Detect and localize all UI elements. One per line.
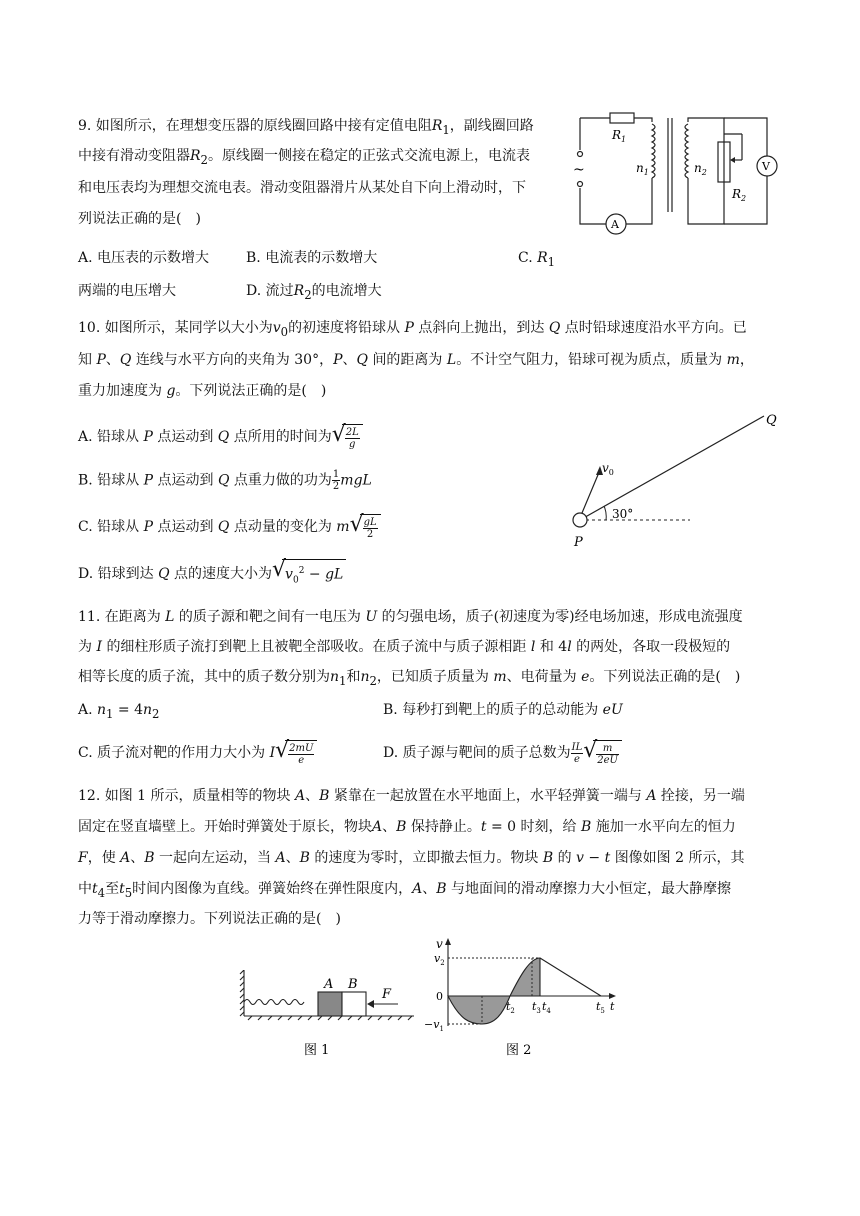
q10-line-3: 重力加速度为 g。下列说法正确的是( ) xyxy=(78,383,327,399)
q9-label-n2: $n_2$ xyxy=(694,161,707,177)
point-q-label: Q xyxy=(766,413,777,428)
q10-option-a: A. 铅球从 P 点运动到 Q 点所用的时间为 √ $\frac{2L}{g}$ xyxy=(78,424,363,450)
q9-option-a: A. 电压表的示数增大 xyxy=(78,250,210,266)
q12-line-5: 力等于滑动摩擦力。下列说法正确的是( ) xyxy=(78,911,341,927)
q9-option-b: B. 电流表的示数增大 xyxy=(246,250,378,266)
q10-option-c: C. 铅球从 P 点运动到 Q 点动量的变化为 m √ $\frac{gL}{2}$ xyxy=(78,514,381,540)
q11-line-3: 相等长度的质子流，其中的质子数分别为$n_1$和$n_2$，已知质子质量为 m、电荷量为 e。下列说法正确的是( ) xyxy=(78,669,741,688)
point-p-label: P xyxy=(574,535,583,550)
q12-figure-1-spring-blocks xyxy=(238,970,418,1060)
t2-label: $t_2$ xyxy=(506,1000,515,1015)
ac-source-symbol: ~ xyxy=(573,162,585,178)
angle-label: 30° xyxy=(612,507,634,521)
force-f-label: F xyxy=(382,987,392,1002)
q9-option-c-cont: 两端的电压增大 xyxy=(78,283,176,299)
q9-label-n1: $n_1$ xyxy=(636,161,649,177)
q11-option-b: B. 每秒打到靶上的质子的总动能为 eU xyxy=(383,702,623,718)
q9-line-4: 列说法正确的是( ) xyxy=(78,211,201,227)
q10-line-2: 知 P、Q 连线与水平方向的夹角为 30°，P、Q 间的距离为 L。不计空气阻力，铅球可视为质点，质量为 m， xyxy=(78,352,754,368)
q12-line-3: F，使 A、B 一起向左运动，当 A、B 的速度为零时，立即撤去恒力。物块 B 的 v − t 图像如图 2 所示，其 xyxy=(78,850,745,866)
figure-1-caption: 图 1 xyxy=(304,1043,330,1058)
v2-label: $v_2$ xyxy=(434,952,445,967)
axis-v-label: v xyxy=(436,937,443,951)
voltmeter-label: V xyxy=(762,160,770,173)
neg-v1-label: $-v_1$ xyxy=(424,1018,444,1033)
q12-line-4: 中$t_4$至$t_5$时间内图像为直线。弹簧始终在弹性限度内，A、B 与地面间的滑动摩擦力大小恒定，最大静摩擦 xyxy=(78,881,731,900)
q10-option-d: D. 铅球到达 Q 点的速度大小为 √ $v_0^2$ − gL xyxy=(78,559,346,589)
q9-line-1: 9. 如图所示，在理想变压器的原线圈回路中接有定值电阻$R_1$，副线圈回路 xyxy=(78,118,534,137)
origin-label: 0 xyxy=(436,990,443,1003)
q11-line-1: 11. 在距离为 L 的质子源和靶之间有一电压为 U 的匀强电场，质子(初速度为零)经电场加速，形成电流强度 xyxy=(78,609,743,625)
q9-line-2: 中接有滑动变阻器$R_2$。原线圈一侧接在稳定的正弦式交流电源上，电流表 xyxy=(78,148,530,167)
q9-label-r1: $R_1$ xyxy=(612,128,627,144)
t4-label: $t_4$ xyxy=(542,1000,551,1015)
q11-option-a: A. $n_1 = 4n_2$ xyxy=(78,702,160,721)
block-b-label: B xyxy=(348,977,358,992)
q9-option-d: D. 流过$R_2$的电流增大 xyxy=(246,283,382,302)
q12-figure-2-vt-graph xyxy=(420,936,620,1060)
axis-t-label: t xyxy=(610,1000,615,1013)
q9-label-r2: $R_2$ xyxy=(732,187,747,203)
v0-label: $v_0$ xyxy=(602,461,614,477)
q9-option-c: C. $R_1$ xyxy=(518,250,556,269)
q11-line-2: 为 I 的细柱形质子流打到靶上且被靶全部吸收。在质子流中与质子源相距 l 和 4l 的两处，各取一段极短的 xyxy=(78,639,731,655)
q10-line-1: 10. 如图所示，某同学以大小为$v_0$的初速度将铅球从 P 点斜向上抛出，到达 Q 点时铅球速度沿水平方向。已 xyxy=(78,320,747,339)
q11-option-c: C. 质子流对靶的作用力大小为 I √ $\frac{2mU}{e}$ xyxy=(78,740,317,766)
q12-line-1: 12. 如图 1 所示，质量相等的物块 A、B 紧靠在一起放置在水平地面上，水平轻弹簧一端与 A 拴接，另一端 xyxy=(78,788,745,804)
q10-option-b: B. 铅球从 P 点运动到 Q 点重力做的功为 $\frac{1}{2}$ mgL xyxy=(78,469,372,492)
q9-line-3: 和电压表均为理想交流电表。滑动变阻器滑片从某处自下向上滑动时，下 xyxy=(78,180,526,196)
ammeter-label: A xyxy=(611,218,619,231)
figure-2-caption: 图 2 xyxy=(506,1043,532,1058)
t5-label: $t_5$ xyxy=(596,1000,605,1015)
t3-label: $t_3$ xyxy=(532,1000,541,1015)
block-a-label: A xyxy=(324,977,334,992)
q9-transformer-circuit-figure xyxy=(572,104,782,242)
q11-option-d: D. 质子源与靶间的质子总数为 $\frac{IL}{e}$ √ $\frac{m}{2eU}$ xyxy=(383,740,622,766)
q12-line-2: 固定在竖直墙壁上。开始时弹簧处于原长，物块A、B 保持静止。t = 0 时刻，给 B 施加一水平向左的恒力 xyxy=(78,819,736,835)
q10-projectile-figure xyxy=(560,404,790,554)
